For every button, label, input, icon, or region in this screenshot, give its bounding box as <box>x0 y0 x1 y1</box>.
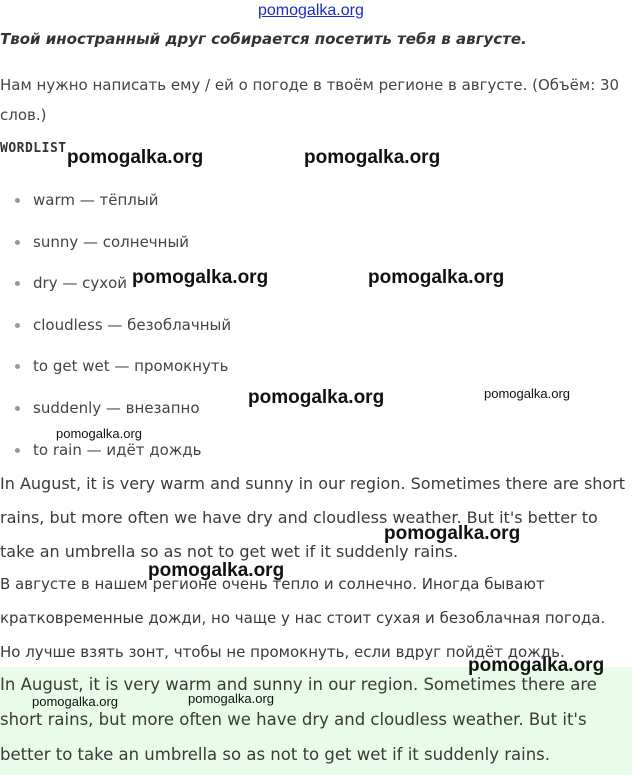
wordlist-item: cloudless — безоблачный <box>0 305 231 347</box>
wordlist-item: to get wet — промокнуть <box>0 346 231 388</box>
russian-paragraph: В августе в нашем регионе очень тепло и солнечно. Иногда бывают кратковременные дожди, но чаще у нас стоит сухая и безоблачная погода. Но лучше взять зонт, чтобы не промокнуть, если вдруг пойдёт дождь. <box>0 575 606 661</box>
task-statement: Твой иностранный друг собирается посетить тебя в августе. <box>0 30 527 48</box>
watermark: pomogalka.org <box>56 426 142 441</box>
english-paragraph: In August, it is very warm and sunny in our region. Sometimes there are short rains, but more often we have dry and cloudless weather. But it's better to take an umbrella so as not to get wet if it suddenly rains. <box>0 474 626 561</box>
wordlist-item: suddenly — внезапно <box>0 388 231 430</box>
watermark: pomogalka.org <box>484 386 570 401</box>
watermark: pomogalka.org <box>368 267 505 288</box>
watermark: pomogalka.org <box>248 387 385 408</box>
answer-text: In August, it is very warm and sunny in our region. Sometimes there are short rains, but more often we have dry and cloudless weather. But it's better to take an umbrella so as not to get wet if it suddenly rains. <box>0 675 597 764</box>
wordlist-heading: WORDLIST <box>0 141 67 156</box>
wordlist-item: sunny — солнечный <box>0 222 231 264</box>
watermark: pomogalka.org <box>148 560 285 581</box>
wordlist-item: to rain — идёт дождь <box>0 430 231 472</box>
watermark: pomogalka.org <box>32 694 118 709</box>
wordlist-item: dry — сухой <box>0 263 231 305</box>
watermark: pomogalka.org <box>188 691 274 706</box>
instruction-text: Нам нужно написать ему / ей о погоде в твоём регионе в августе. (Объём: 30 слов.) <box>0 76 620 124</box>
watermark-link[interactable]: pomogalka.org <box>258 2 364 19</box>
watermark: pomogalka.org <box>384 523 521 544</box>
watermark: pomogalka.org <box>304 147 441 168</box>
watermark: pomogalka.org <box>468 655 605 676</box>
wordlist-item: warm — тёплый <box>0 180 231 222</box>
watermark: pomogalka.org <box>67 147 204 168</box>
watermark: pomogalka.org <box>132 267 269 288</box>
answer-box <box>0 667 632 775</box>
